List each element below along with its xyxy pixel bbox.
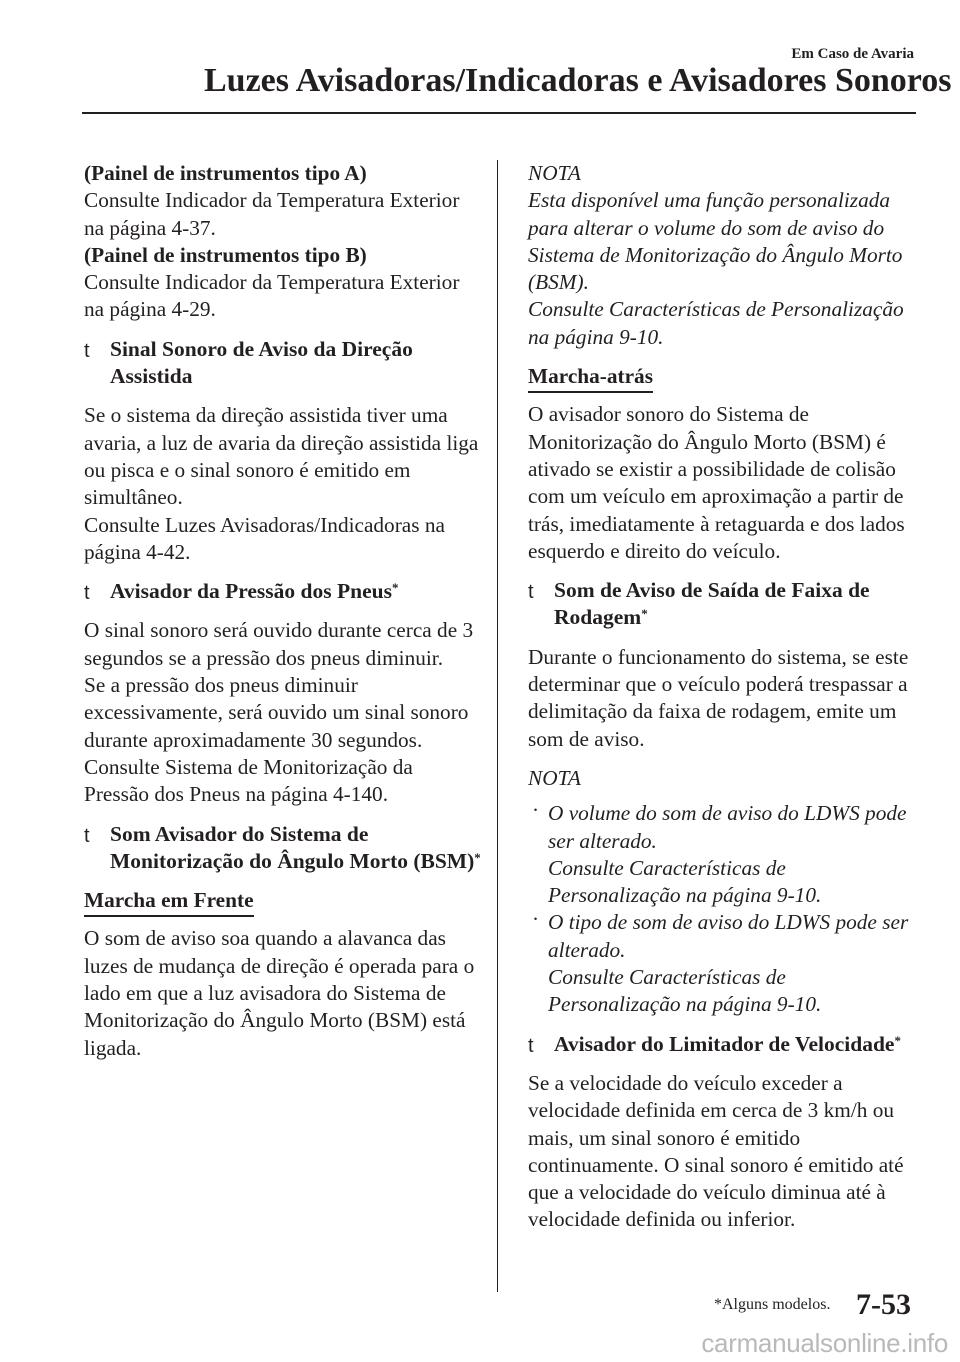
bsm-heading [84, 821, 482, 876]
bsm-heading-text: Som Avisador do Sistema de Monitorização do Ângulo Morto (BSM) [110, 821, 475, 873]
watermark: carmanualsonline.info [701, 1328, 948, 1358]
ldw-heading [528, 577, 920, 632]
tire-heading [84, 578, 482, 605]
note-1-text: Esta disponível uma função personalizada para alterar o volume do som de aviso do Sistema de Monitorização do Ângulo Morto (BSM). [528, 188, 903, 295]
note-1-label: NOTA [528, 161, 581, 185]
forward-text: O som de aviso soa quando a alavanca das luzes de mudança de direção é operada para o lado em que a luz avisadora do Sistema de Monitorização do Ângulo Morto (BSM) está ligada. [84, 926, 475, 1060]
right-column [528, 160, 920, 1234]
note-2-list [528, 800, 920, 1018]
speed-text: Se a velocidade do veículo exceder a velocidade definida em cerca de 3 km/h ou mais, um sinal sonoro é emitido continuamente. O sinal sonoro é emitido até que a velocidade do veículo diminua até à velocidade definida ou inferior. [528, 1070, 904, 1232]
header-rule [82, 112, 916, 114]
list-item: · O volume do som de aviso do LDWS pode ser alterado. Consulte Características de Personalização na página 9-10. [532, 798, 907, 908]
section-bullet-icon: t [84, 824, 90, 847]
steering-heading [84, 336, 482, 391]
panel-b-label: (Painel de instrumentos tipo B) [84, 242, 367, 267]
ldw-heading-text: Som de Aviso de Saída de Faixa de Rodagem [554, 578, 870, 630]
reverse-text: O avisador sonoro do Sistema de Monitorização do Ângulo Morto (BSM) é ativado se existir a possibilidade de colisão com um veículo em aproximação a partir de trás, imediatamente à retaguarda e dos lados esquerdo e direito do veículo. [528, 402, 905, 563]
header-title: Luzes Avisadoras/Indicadoras e Avisadores Sonoros [204, 62, 952, 99]
tire-text-2: Se a pressão dos pneus diminuir excessivamente, será ouvido um sinal sonoro durante aproximadamente 30 segundos. [84, 673, 469, 752]
asterisk-mark: * [894, 1032, 901, 1048]
page-number: 7-53 [856, 1288, 911, 1321]
forward-subheading: Marcha em Frente [84, 887, 254, 917]
note-2-label: NOTA [528, 765, 581, 790]
column-divider [497, 160, 498, 1292]
asterisk-mark: * [641, 606, 648, 622]
panel-b-text: Consulte Indicador da Temperatura Exterior na página 4-29. [84, 270, 460, 322]
asterisk-mark: * [391, 580, 399, 596]
tire-text-1: O sinal sonoro será ouvido durante cerca de 3 segundos se a pressão dos pneus diminuir. [84, 618, 474, 670]
section-bullet-icon: t [528, 1034, 534, 1057]
footer-note: *Alguns modelos. [714, 1296, 831, 1313]
panel-a-label: (Painel de instrumentos tipo A) [84, 161, 367, 185]
section-bullet-icon: t [84, 339, 90, 362]
steering-heading-text: Sinal Sonoro de Aviso da Direção Assistida [110, 336, 413, 389]
ldw-text: Durante o funcionamento do sistema, se este determinar que o veículo poderá trespassar a delimitação da faixa de rodagem, emite um som de aviso. [528, 644, 909, 751]
asterisk-mark: * [474, 849, 481, 865]
section-bullet-icon: t [528, 581, 534, 604]
speed-heading-text: Avisador do Limitador de Velocidade [554, 1031, 895, 1056]
steering-text: Se o sistema da direção assistida tiver uma avaria, a luz de avaria da direção assistida liga ou pisca e o sinal sonoro é emitido em simultâneo. [84, 403, 479, 510]
bullet-dot-icon: · [532, 798, 540, 823]
panel-a-text: Consulte Indicador da Temperatura Exterior na página 4-37. [84, 188, 460, 240]
reverse-subheading: Marcha-atrás [528, 363, 653, 393]
left-column [84, 160, 482, 1062]
note-1-ref: Consulte Características de Personalização na página 9-10. [528, 297, 904, 349]
list-item: · O tipo de som de aviso do LDWS pode ser alterado. Consulte Características de Personalização na página 9-10. [532, 907, 909, 1017]
steering-ref: Consulte Luzes Avisadoras/Indicadoras na página 4-42. [84, 512, 445, 564]
section-bullet-icon: t [84, 582, 90, 605]
header-section: Em Caso de Avaria [791, 46, 914, 62]
bullet-dot-icon: · [532, 907, 540, 932]
tire-ref: Consulte Sistema de Monitorização da Pressão dos Pneus na página 4-140. [84, 754, 413, 807]
speed-heading [528, 1031, 920, 1058]
tire-heading-text: Avisador da Pressão dos Pneus [110, 579, 392, 604]
